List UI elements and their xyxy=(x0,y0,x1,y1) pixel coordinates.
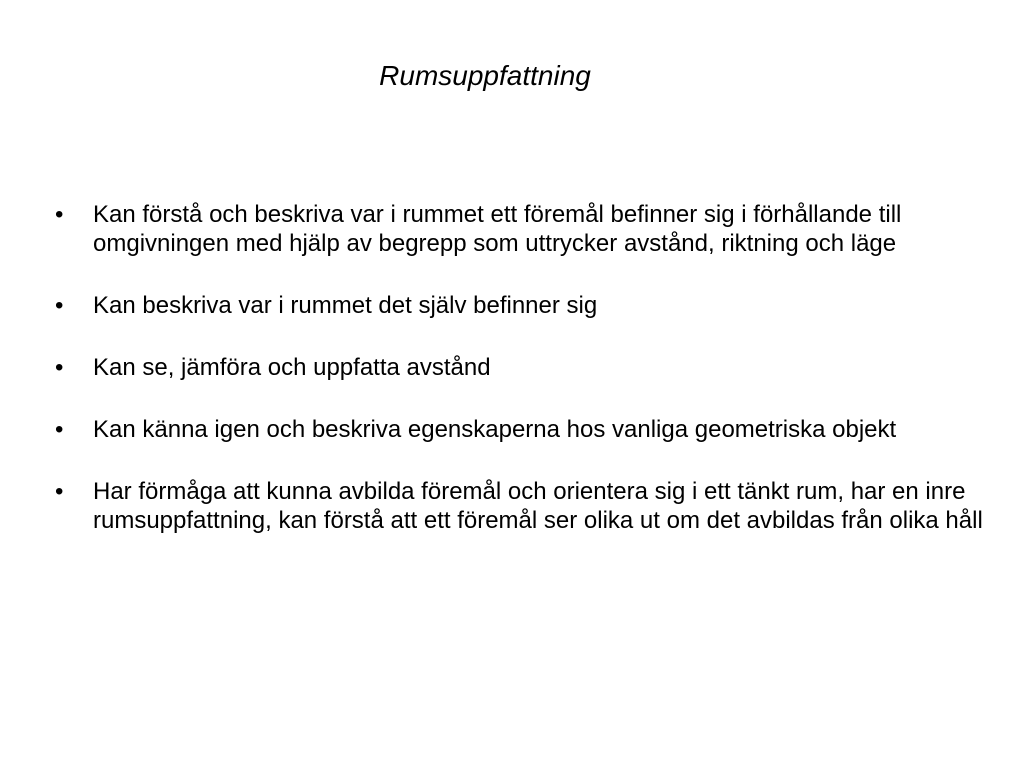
bullet-list xyxy=(55,200,985,568)
slide-title: Rumsuppfattning xyxy=(379,60,591,91)
bullet-item xyxy=(55,477,985,535)
bullet-icon: • xyxy=(55,354,64,381)
bullet-text: Har förmåga att kunna avbilda föremål och orientera sig i ett tänkt rum, har en inre rumsuppfattning, kan förstå att ett föremål ser olika ut om det avbildas från olika håll xyxy=(93,478,983,534)
bullet-item xyxy=(55,200,985,258)
bullet-item xyxy=(55,353,985,382)
bullet-item xyxy=(55,291,985,320)
bullet-text: Kan förstå och beskriva var i rummet ett föremål befinner sig i förhållande till omgivningen med hjälp av begrepp som uttrycker avstånd, riktning och läge xyxy=(93,201,902,257)
bullet-text: Kan se, jämföra och uppfatta avstånd xyxy=(93,354,491,381)
bullet-icon: • xyxy=(55,201,64,228)
bullet-icon: • xyxy=(55,416,64,443)
bullet-text: Kan beskriva var i rummet det själv befinner sig xyxy=(93,292,598,319)
bullet-text: Kan känna igen och beskriva egenskaperna hos vanliga geometriska objekt xyxy=(93,416,897,443)
bullet-item xyxy=(55,415,985,444)
bullet-icon: • xyxy=(55,292,64,319)
bullet-icon: • xyxy=(55,478,64,505)
